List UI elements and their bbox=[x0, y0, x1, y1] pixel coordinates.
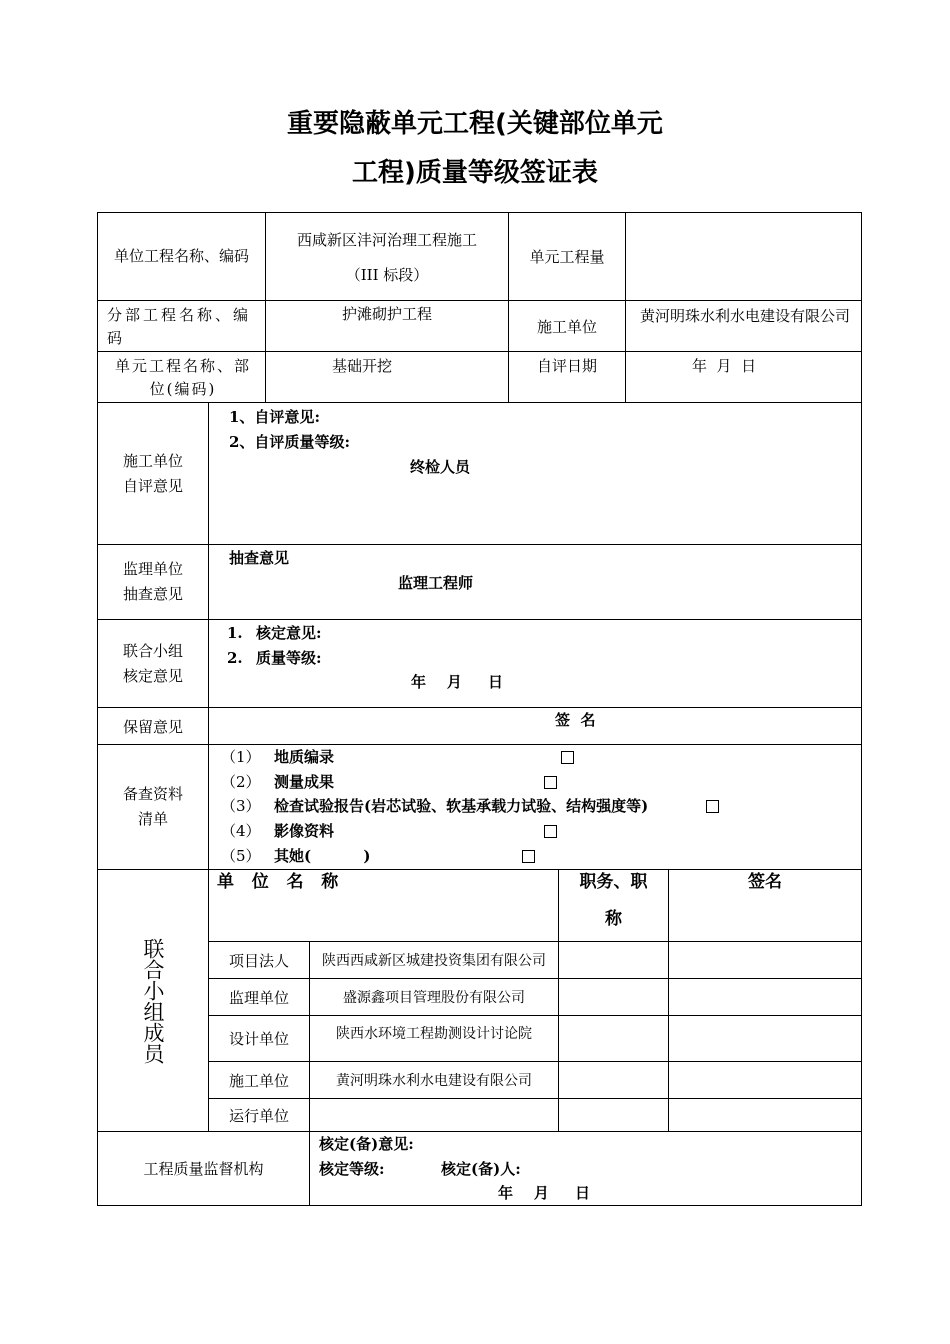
member-role: 项目法人 bbox=[228, 951, 289, 970]
members-side-label-cell bbox=[97, 869, 209, 1132]
member-role: 监理单位 bbox=[228, 988, 289, 1007]
member-position-cell[interactable] bbox=[558, 1061, 669, 1099]
contractor-label: 施工单位 bbox=[536, 317, 597, 336]
supervision-label-cell bbox=[97, 544, 209, 620]
unit-project-value-line1: 西咸新区沣河治理工程施工 bbox=[296, 231, 477, 249]
self-eval-label-line2: 自评意见 bbox=[122, 476, 183, 495]
joint-review-item2-text: 质量等级: bbox=[256, 649, 322, 667]
element-project-value-cell bbox=[265, 351, 509, 403]
member-role: 设计单位 bbox=[228, 1030, 289, 1048]
documents-content-cell bbox=[208, 744, 862, 870]
member-role-cell bbox=[208, 1098, 310, 1132]
unit-quantity-label: 单元工程量 bbox=[529, 248, 605, 266]
joint-review-item1-text: 核定意见: bbox=[256, 624, 322, 642]
supervision-agency-grade: 核定等级: bbox=[319, 1160, 385, 1178]
members-header-signature: 签名 bbox=[748, 872, 782, 892]
supervision-agency-content-cell bbox=[309, 1131, 862, 1206]
self-eval-label-line1: 施工单位 bbox=[122, 451, 183, 470]
supervision-label-line2: 抽查意见 bbox=[122, 585, 183, 603]
member-role: 施工单位 bbox=[228, 1071, 289, 1090]
member-position-cell[interactable] bbox=[558, 1015, 669, 1062]
members-header-position-cell bbox=[558, 869, 669, 942]
document-checkbox[interactable] bbox=[561, 751, 574, 764]
member-signature-cell[interactable] bbox=[668, 1015, 862, 1062]
supervision-opinion: 抽查意见 bbox=[229, 549, 290, 567]
member-org-cell bbox=[309, 1015, 559, 1062]
document-item-text: 影像资料 bbox=[274, 822, 335, 840]
supervision-agency-date: 年 月 日 bbox=[498, 1184, 590, 1202]
document-title-line2: 工程)质量等级签证表 bbox=[352, 158, 598, 188]
member-position-cell[interactable] bbox=[558, 978, 669, 1016]
member-position-cell[interactable] bbox=[558, 1098, 669, 1132]
member-signature-cell[interactable] bbox=[668, 941, 862, 979]
joint-review-item1-num: 1. bbox=[227, 624, 243, 642]
supervision-engineer-label: 监理工程师 bbox=[398, 574, 474, 592]
unit-project-label: 单位工程名称、编码 bbox=[113, 247, 249, 265]
document-item-text: 其她( ) bbox=[274, 847, 371, 865]
member-org: 盛源鑫项目管理股份有限公司 bbox=[343, 990, 525, 1006]
supervision-agency-label-cell bbox=[97, 1131, 310, 1206]
element-project-label-cell bbox=[97, 351, 266, 403]
member-position-cell[interactable] bbox=[558, 941, 669, 979]
members-header-signature-cell bbox=[668, 869, 862, 942]
member-org: 陕西水环境工程勘测设计讨论院 bbox=[336, 1026, 532, 1042]
reserved-content-cell bbox=[208, 707, 862, 745]
joint-review-item2-num: 2. bbox=[227, 649, 243, 667]
document-item-num: （5） bbox=[221, 847, 261, 865]
document-item-text: 测量成果 bbox=[274, 773, 335, 791]
member-role-cell bbox=[208, 941, 310, 979]
self-eval-item2: 2、自评质量等级: bbox=[229, 433, 350, 451]
contractor-value: 黄河明珠水利水电建设有限公司 bbox=[639, 307, 850, 325]
reserved-label-cell bbox=[97, 707, 209, 745]
members-header-position-line2: 称 bbox=[605, 909, 622, 929]
member-role-cell bbox=[208, 1061, 310, 1099]
contractor-label-cell bbox=[508, 300, 626, 352]
self-eval-date-label: 自评日期 bbox=[536, 357, 597, 375]
supervision-label-line1: 监理单位 bbox=[122, 560, 183, 578]
documents-label-line2: 清单 bbox=[137, 810, 168, 828]
supervision-agency-opinion: 核定(备)意见: bbox=[319, 1135, 414, 1153]
self-eval-date-label-cell bbox=[508, 351, 626, 403]
members-header-unit-cell bbox=[208, 869, 559, 942]
unit-project-value-line2: （III 标段） bbox=[345, 266, 429, 284]
document-checkbox[interactable] bbox=[544, 825, 557, 838]
joint-review-date: 年 月 日 bbox=[411, 673, 503, 691]
unit-quantity-label-cell bbox=[508, 212, 626, 301]
self-eval-date-value: 年 月 日 bbox=[692, 357, 757, 375]
self-eval-item1: 1、自评意见: bbox=[229, 408, 320, 426]
member-role-cell bbox=[208, 978, 310, 1016]
supervision-agency-label: 工程质量监督机构 bbox=[143, 1160, 264, 1178]
member-role-cell bbox=[208, 1015, 310, 1062]
documents-label-cell bbox=[97, 744, 209, 870]
unit-project-label-cell bbox=[97, 212, 266, 301]
joint-review-label-line2: 核定意见 bbox=[122, 666, 183, 685]
document-item-num: （2） bbox=[221, 773, 261, 791]
members-side-label: 联合小组成员 bbox=[141, 937, 165, 1064]
joint-review-label-line1: 联合小组 bbox=[122, 641, 183, 660]
unit-quantity-value-cell bbox=[625, 212, 862, 301]
element-project-value: 基础开挖 bbox=[332, 357, 393, 375]
unit-project-value-cell bbox=[265, 212, 509, 301]
sub-project-label-cell bbox=[97, 300, 266, 352]
document-checkbox[interactable] bbox=[544, 776, 557, 789]
reserved-sign-label: 签 名 bbox=[555, 711, 596, 729]
document-item-num: （4） bbox=[221, 822, 261, 840]
element-project-label: 单元工程名称、部位(编码) bbox=[114, 357, 251, 398]
member-org-cell bbox=[309, 1098, 559, 1132]
final-inspector-label: 终检人员 bbox=[410, 458, 471, 476]
member-org-cell bbox=[309, 941, 559, 979]
document-title-line1: 重要隐蔽单元工程(关键部位单元 bbox=[287, 109, 663, 139]
self-eval-label-cell bbox=[97, 402, 209, 545]
self-eval-date-value-cell bbox=[625, 351, 862, 403]
document-item-num: （3） bbox=[221, 797, 261, 815]
member-org-cell bbox=[309, 1061, 559, 1099]
member-org-cell bbox=[309, 978, 559, 1016]
self-eval-content-cell bbox=[208, 402, 862, 545]
members-header-unit: 单 位 名 称 bbox=[217, 872, 339, 892]
supervision-agency-person: 核定(备)人: bbox=[441, 1160, 521, 1178]
reserved-label: 保留意见 bbox=[122, 717, 183, 736]
sub-project-value-cell bbox=[265, 300, 509, 352]
document-checkbox[interactable] bbox=[522, 850, 535, 863]
sub-project-label: 分部工程名称、编码 bbox=[107, 306, 252, 347]
document-item-num: （1） bbox=[221, 748, 261, 766]
member-org: 黄河明珠水利水电建设有限公司 bbox=[336, 1073, 532, 1089]
document-checkbox[interactable] bbox=[706, 800, 719, 813]
member-org: 陕西西咸新区城建投资集团有限公司 bbox=[322, 953, 546, 969]
member-signature-cell[interactable] bbox=[668, 1061, 862, 1099]
supervision-content-cell bbox=[208, 544, 862, 620]
sub-project-value: 护滩砌护工程 bbox=[341, 305, 432, 323]
document-item-text: 地质编录 bbox=[274, 748, 335, 766]
member-role: 运行单位 bbox=[228, 1106, 289, 1125]
document-item-text: 检查试验报告(岩芯试验、软基承载力试验、结构强度等) bbox=[274, 797, 649, 815]
member-signature-cell[interactable] bbox=[668, 1098, 862, 1132]
members-header-position-line1: 职务、职 bbox=[579, 872, 648, 892]
joint-review-label-cell bbox=[97, 619, 209, 708]
joint-review-content-cell bbox=[208, 619, 862, 708]
documents-label-line1: 备查资料 bbox=[122, 785, 183, 803]
member-signature-cell[interactable] bbox=[668, 978, 862, 1016]
contractor-value-cell bbox=[625, 300, 862, 352]
